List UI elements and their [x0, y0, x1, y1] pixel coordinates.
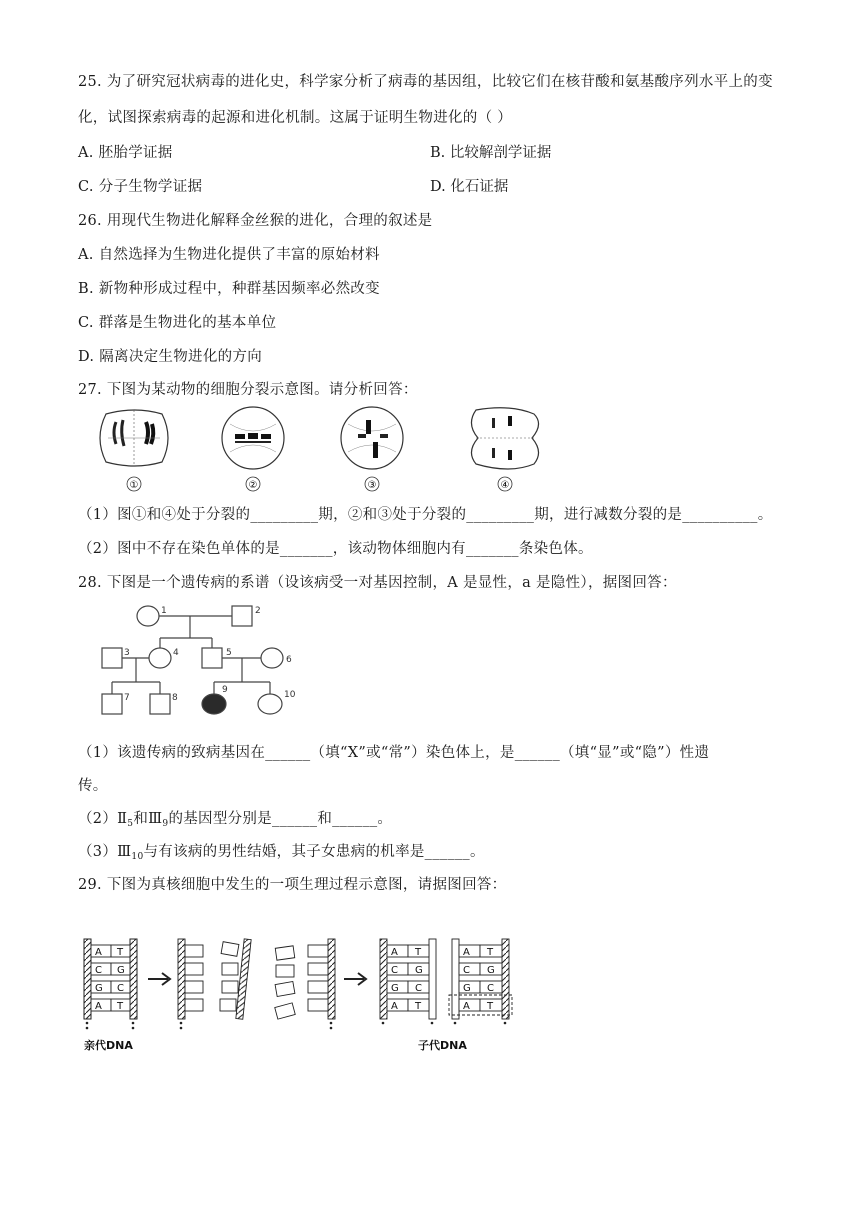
q29-stem: 29. 下图为真核细胞中发生的一项生理过程示意图，请据图回答： [78, 877, 507, 893]
cell-4 [471, 408, 538, 469]
parent-base-right-1: T [117, 947, 124, 958]
individual-3 [102, 648, 122, 668]
d1-base-left-3: G [391, 983, 399, 994]
individual-1 [137, 606, 159, 626]
cell-1 [100, 410, 168, 466]
d2-base-right-4: T [487, 1001, 494, 1012]
individual-5 [202, 648, 222, 668]
individual-10 [258, 694, 282, 714]
unwinding-dna [178, 939, 251, 1019]
pedigree-label-1: 1 [161, 606, 167, 616]
q27-stem: 27. 下图为某动物的细胞分裂示意图。请分析回答： [78, 382, 418, 398]
arrow-icon [148, 973, 170, 985]
q25-option-a: A. 胚胎学证据 [78, 145, 173, 161]
d2-base-right-2: G [487, 965, 495, 976]
d1-base-right-1: T [415, 947, 422, 958]
q28-sub2: $(2)Ⅱ_5$和$Ⅲ_9$的基因型分别是______和______。 [78, 811, 393, 829]
parent-base-left-2: C [95, 965, 102, 976]
pedigree-chart [98, 602, 318, 720]
individual-8 [150, 694, 170, 714]
q26-stem: 26. 用现代生物进化解释金丝猴的进化，合理的叙述是 [78, 213, 433, 229]
pedigree-label-3: 3 [124, 648, 130, 658]
cell-2 [222, 407, 284, 469]
individual-9-affected [202, 694, 226, 714]
dna-replication-figure [80, 935, 520, 1055]
cell-3 [341, 407, 403, 469]
d2-base-left-3: G [463, 983, 471, 994]
parent-dna-label: 亲代DNA [84, 1039, 133, 1052]
d2-base-left-4: A [463, 1001, 470, 1012]
cell-label-2: ② [248, 480, 258, 491]
q26-option-c: C. 群落是生物进化的基本单位 [78, 315, 277, 331]
parent-base-right-3: C [117, 983, 124, 994]
cell-division-figure [90, 404, 550, 496]
parent-base-right-4: T [117, 1001, 124, 1012]
q26-option-a: A. 自然选择为生物进化提供了丰富的原始材料 [78, 247, 380, 263]
child-dna-label: 子代DNA [418, 1039, 467, 1052]
q25-stem-line1: 25. 为了研究冠状病毒的进化史，科学家分析了病毒的基因组，比较它们在核苷酸和氨基酸序列水平上的变 [78, 74, 773, 90]
parent-base-left-3: G [95, 983, 103, 994]
d2-base-left-2: C [463, 965, 470, 976]
d1-base-right-3: C [415, 983, 422, 994]
d1-base-left-1: A [391, 947, 398, 958]
d2-base-right-3: C [487, 983, 494, 994]
pedigree-label-4: 4 [173, 648, 179, 658]
parent-base-left-4: A [95, 1001, 102, 1012]
pedigree-label-9: 9 [222, 685, 228, 695]
q28-sub1-line1: （1）该遗传病的致病基因在______（填“X”或“常”）染色体上，是______（填“显”或“隐”）性遗 [78, 745, 710, 761]
pedigree-label-7: 7 [124, 693, 130, 703]
q27-sub1: （1）图①和④处于分裂的_________期，②和③处于分裂的_________期，进行减数分裂的是__________。 [78, 507, 773, 523]
q25-option-d: D. 化石证据 [430, 179, 509, 195]
pedigree-label-6: 6 [286, 655, 292, 665]
d1-base-left-2: C [391, 965, 398, 976]
cell-label-3: ③ [367, 480, 377, 491]
parent-base-right-2: G [117, 965, 125, 976]
d1-base-left-4: A [391, 1001, 398, 1012]
pedigree-label-5: 5 [226, 648, 232, 658]
q28-sub3: $(3)Ⅲ_{10}$与有该病的男性结婚，其子女患病的机率是______。 [78, 844, 485, 862]
individual-4 [149, 648, 171, 668]
q27-sub2: （2）图中不存在染色单体的是_______，该动物体细胞内有_______条染色体。 [78, 541, 593, 557]
d1-base-right-4: T [415, 1001, 422, 1012]
pedigree-label-8: 8 [172, 693, 178, 703]
parent-dna [84, 939, 137, 1019]
q26-option-b: B. 新物种形成过程中，种群基因频率必然改变 [78, 281, 380, 297]
individual-2 [232, 606, 252, 626]
d1-base-right-2: G [415, 965, 423, 976]
q25-option-c: C. 分子生物学证据 [78, 179, 203, 195]
q28-sub1-line2: 传。 [78, 778, 108, 794]
arrow-icon [344, 973, 366, 985]
daughter-dna-1 [380, 939, 436, 1019]
pedigree-label-2: 2 [255, 606, 261, 616]
individual-6 [261, 648, 283, 668]
cell-label-1: ① [129, 480, 139, 491]
parent-base-left-1: A [95, 947, 102, 958]
q26-option-d: D. 隔离决定生物进化的方向 [78, 349, 263, 365]
cell-label-4: ④ [500, 480, 510, 491]
d2-base-right-1: T [487, 947, 494, 958]
pedigree-label-10: 10 [284, 690, 296, 700]
daughter-dna-2 [449, 939, 512, 1019]
individual-7 [102, 694, 122, 714]
d2-base-left-1: A [463, 947, 470, 958]
q25-stem-line2: 化，试图探索病毒的起源和进化机制。这属于证明生物进化的（ ） [78, 110, 513, 126]
template-strands [275, 939, 335, 1019]
q25-option-b: B. 比较解剖学证据 [430, 145, 552, 161]
q28-stem: 28. 下图是一个遗传病的系谱（设该病受一对基因控制，A 是显性，a 是隐性），据图回答： [78, 575, 677, 591]
